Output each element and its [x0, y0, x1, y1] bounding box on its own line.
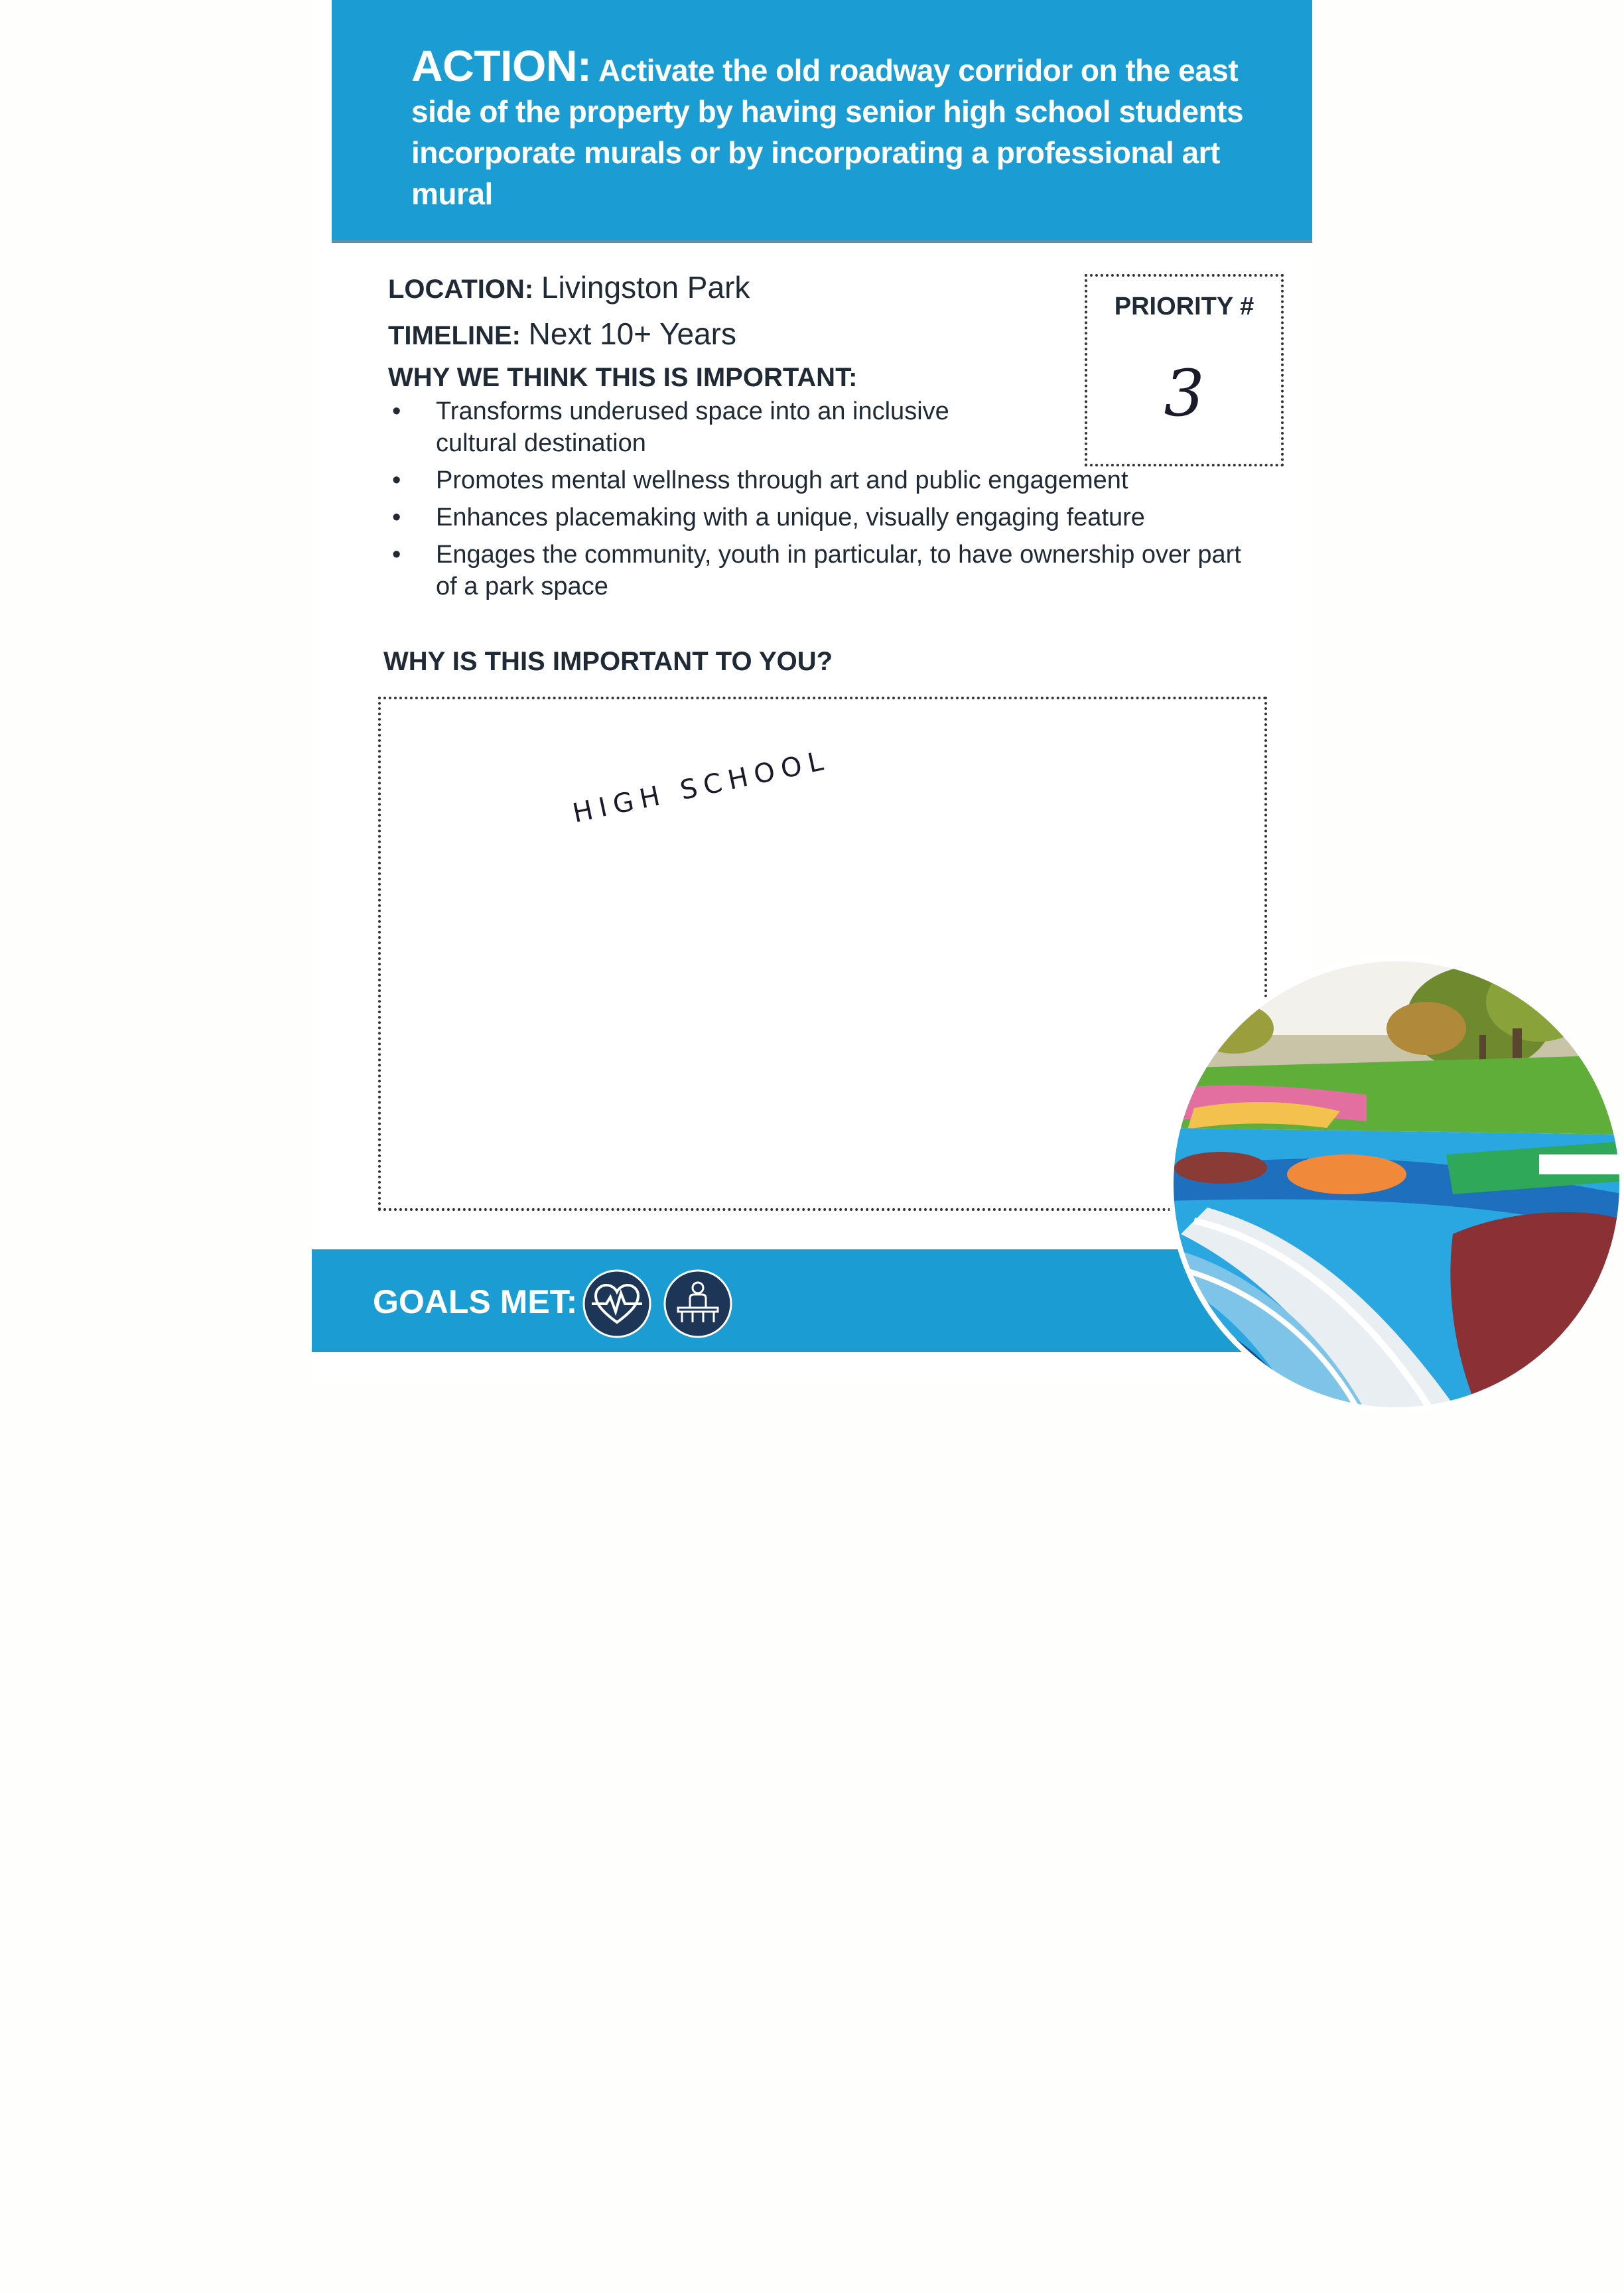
priority-field[interactable]	[1085, 274, 1284, 466]
painted-mural-photo	[1168, 955, 1624, 1413]
bullet-icon: •	[392, 541, 401, 569]
goals-banner	[312, 1249, 1312, 1352]
reason-text: Promotes mental wellness through art and public engagement	[436, 466, 1128, 494]
handwritten-answer: HIGH SCHOOL	[570, 744, 833, 829]
bullet-icon: •	[392, 504, 401, 531]
reason-text: Transforms underused space into an inclusive cultural destination	[436, 397, 949, 457]
action-description: Activate the old roadway corridor on the east side of the property by having senior high school students incorporate murals or by incorporating a professional art mural	[411, 53, 1244, 211]
bench-person-icon	[663, 1269, 732, 1338]
priority-label: PRIORITY #	[1114, 293, 1254, 320]
goals-label: GOALS MET:	[373, 1283, 578, 1320]
why-important-heading: WHY WE THINK THIS IS IMPORTANT:	[388, 363, 858, 392]
priority-handwritten-value: 3	[1164, 356, 1205, 431]
bullet-icon: •	[392, 466, 401, 494]
feedback-card	[312, 0, 1312, 1383]
bullet-icon: •	[392, 397, 401, 425]
location-label: LOCATION:	[388, 275, 534, 304]
reason-text: Engages the community, youth in particular, to have ownership over part of a park space	[436, 541, 1241, 600]
heart-pulse-icon	[582, 1269, 651, 1338]
action-banner	[332, 0, 1312, 243]
action-statement	[411, 41, 1300, 214]
why-you-heading: WHY IS THIS IMPORTANT TO YOU?	[383, 647, 833, 676]
timeline-label: TIMELINE:	[388, 321, 521, 350]
timeline-value: Next 10+ Years	[528, 316, 736, 351]
reason-text: Enhances placemaking with a unique, visually engaging feature	[436, 504, 1145, 531]
list-item	[388, 539, 1251, 602]
list-item	[388, 395, 993, 459]
location-value: Livingston Park	[541, 270, 750, 305]
list-item	[388, 502, 1251, 533]
list-item	[388, 464, 1251, 496]
answer-field[interactable]	[378, 697, 1267, 1211]
action-label: ACTION:	[411, 41, 592, 90]
